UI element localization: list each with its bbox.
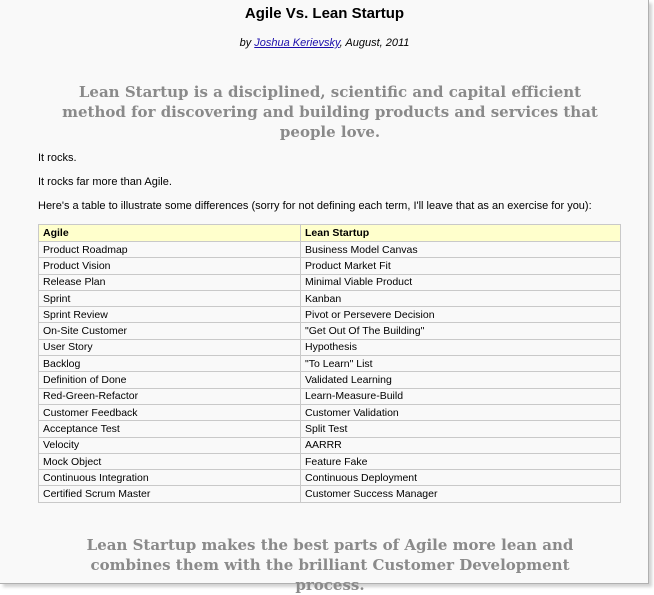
lean-startup-term-cell: Customer Success Manager [301, 486, 621, 502]
byline-date: , August, 2011 [339, 37, 410, 49]
lean-startup-term-cell: Kanban [301, 290, 621, 306]
agile-term-cell: Product Vision [39, 258, 301, 274]
paragraph-3: Here's a table to illustrate some differences (sorry for not defining each term, I'll leave that as an exercise for you): [38, 200, 592, 212]
table-row [39, 290, 621, 306]
table-row [39, 453, 621, 469]
agile-term-cell: Backlog [39, 356, 301, 372]
table-row [39, 372, 621, 388]
lean-startup-term-cell: Split Test [301, 421, 621, 437]
table-row [39, 404, 621, 420]
table-row [39, 486, 621, 502]
agile-term-cell: Red-Green-Refactor [39, 388, 301, 404]
table-row [39, 274, 621, 290]
table-row [39, 307, 621, 323]
table-row [39, 421, 621, 437]
lean-startup-term-cell: Learn-Measure-Build [301, 388, 621, 404]
lean-startup-term-cell: Pivot or Persevere Decision [301, 307, 621, 323]
comparison-table [38, 224, 621, 503]
paragraph-2: It rocks far more than Agile. [38, 176, 172, 188]
header-lean-startup: Lean Startup [301, 225, 621, 242]
table-header-row [39, 225, 621, 242]
author-link[interactable]: Joshua Kerievsky [254, 37, 340, 49]
table-row [39, 242, 621, 258]
header-agile: Agile [39, 225, 301, 242]
lean-startup-term-cell: Continuous Deployment [301, 470, 621, 486]
agile-term-cell: Definition of Done [39, 372, 301, 388]
agile-term-cell: Release Plan [39, 274, 301, 290]
lean-startup-term-cell: "Get Out Of The Building" [301, 323, 621, 339]
table-row [39, 388, 621, 404]
table-row [39, 356, 621, 372]
page-title: Agile Vs. Lean Startup [244, 5, 405, 22]
agile-term-cell: Acceptance Test [39, 421, 301, 437]
lean-startup-term-cell: Hypothesis [301, 339, 621, 355]
lean-startup-term-cell: "To Learn" List [301, 356, 621, 372]
lean-startup-term-cell: Customer Validation [301, 404, 621, 420]
agile-term-cell: Continuous Integration [39, 470, 301, 486]
byline [0, 37, 649, 49]
lean-startup-term-cell: Validated Learning [301, 372, 621, 388]
table-row [39, 470, 621, 486]
agile-term-cell: Customer Feedback [39, 404, 301, 420]
table-row [39, 258, 621, 274]
agile-term-cell: Sprint [39, 290, 301, 306]
agile-term-cell: User Story [39, 339, 301, 355]
table-body [39, 242, 621, 503]
agile-term-cell: Product Roadmap [39, 242, 301, 258]
agile-term-cell: Sprint Review [39, 307, 301, 323]
lean-startup-term-cell: Minimal Viable Product [301, 274, 621, 290]
agile-term-cell: Mock Object [39, 453, 301, 469]
paragraph-1: It rocks. [38, 152, 77, 164]
agile-term-cell: On-Site Customer [39, 323, 301, 339]
table-row [39, 437, 621, 453]
lean-startup-term-cell: Business Model Canvas [301, 242, 621, 258]
table-row [39, 323, 621, 339]
agile-term-cell: Certified Scrum Master [39, 486, 301, 502]
table-row [39, 339, 621, 355]
intro-quote: Lean Startup is a disciplined, scientific and capital efficient method for discovering and building products and services that people love. [62, 83, 598, 141]
agile-term-cell: Velocity [39, 437, 301, 453]
closing-quote: Lean Startup makes the best parts of Agile more lean and combines them with the brilliant Customer Development process. [86, 536, 574, 594]
lean-startup-term-cell: Feature Fake [301, 453, 621, 469]
byline-prefix: by [239, 37, 255, 49]
lean-startup-term-cell: Product Market Fit [301, 258, 621, 274]
lean-startup-term-cell: AARRR [301, 437, 621, 453]
